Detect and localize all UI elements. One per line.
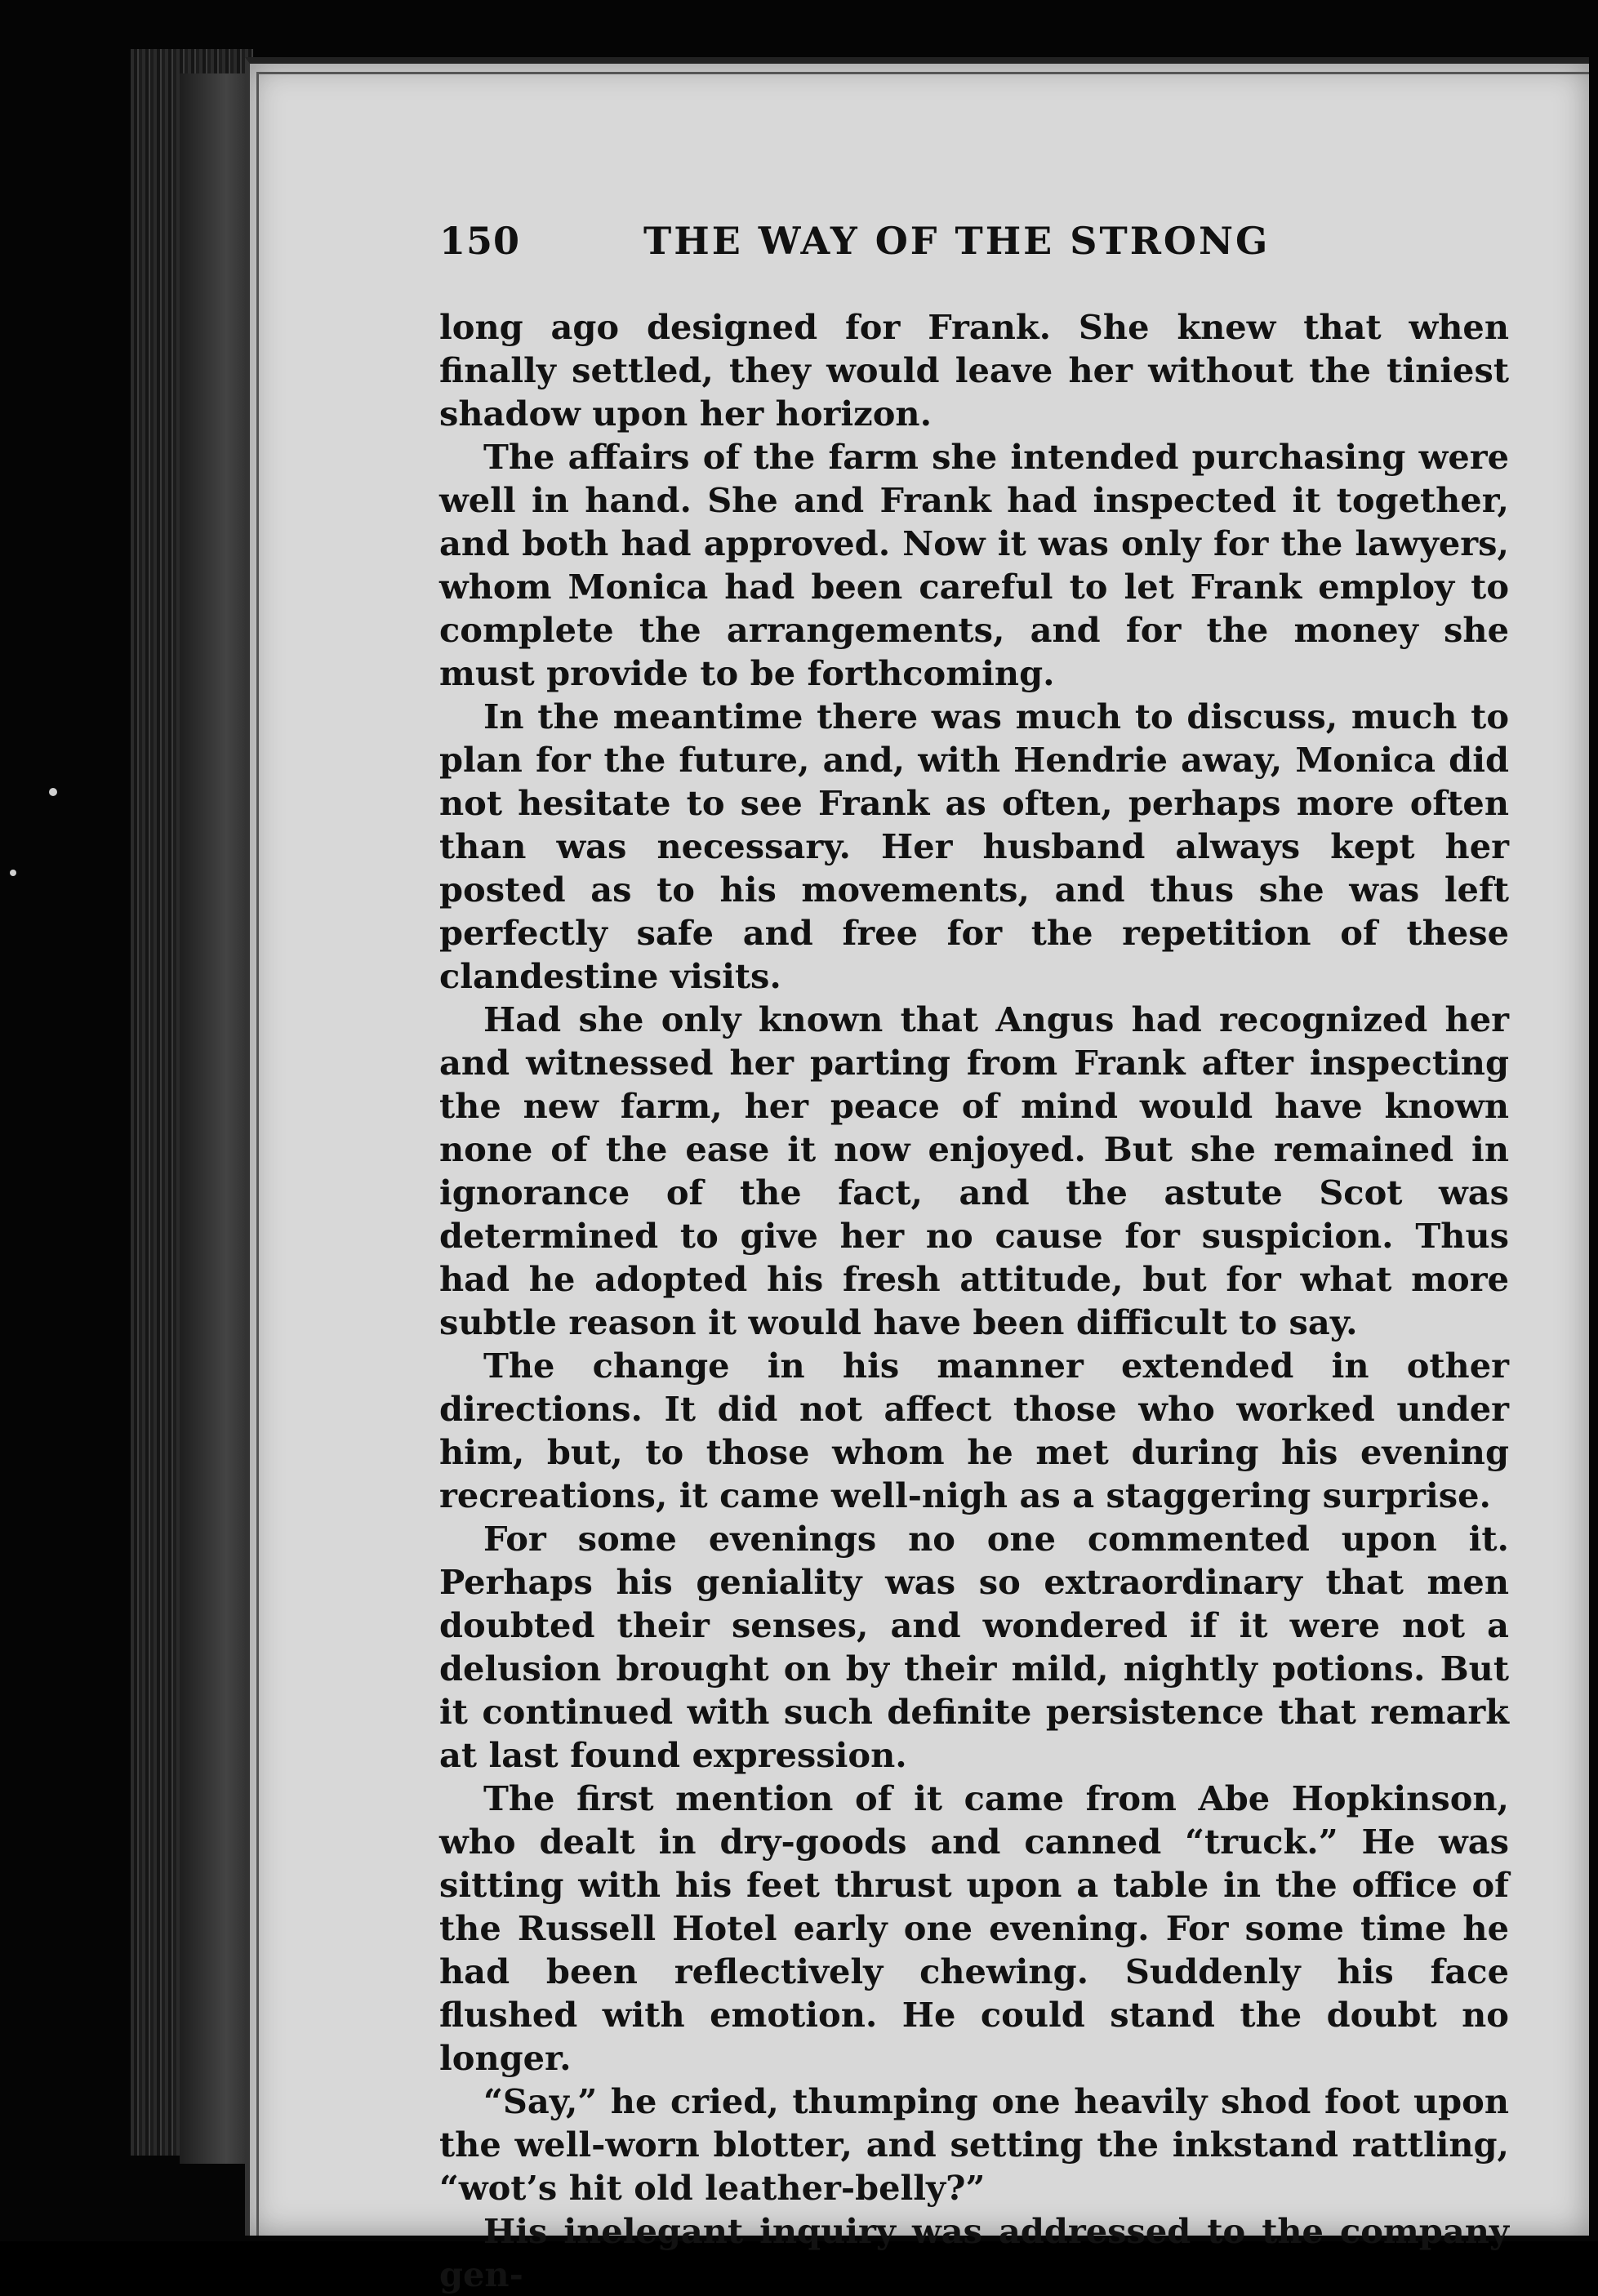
paragraph: In the meantime there was much to discuss, much to plan for the future, and, with Hendrie away, Monica did not hesitate to see Frank as often, perhaps more often than was necessary. Her husband always kept her posted as to his movements, and thus she was left perfectly safe and free for the repetition of these clandestine visits. — [439, 696, 1509, 996]
page-number: 150 — [439, 219, 521, 263]
paragraph: For some evenings no one commented upon it. Perhaps his geniality was so extraordinary that men doubted their senses, and wondered if it were not a delusion brought on by their mild, nightly potions. But it continued with such definite persistence that remark at last found expression. — [439, 1519, 1509, 1775]
book-page — [245, 57, 1589, 2294]
running-title: THE WAY OF THE STRONG — [643, 219, 1271, 263]
paragraph: long ago designed for Frank. She knew that when finally settled, they would leave her without the tiniest shadow upon her horizon. — [439, 307, 1509, 434]
paragraph: Had she only known that Angus had recognized her and witnessed her parting from Frank after inspecting the new farm, her peace of mind would have known none of the ease it now enjoyed. But she remained in ignorance of the fact, and the astute Scot was determined to give her no cause for suspicion. Thus had he adopted his fresh attitude, but for what more subtle reason it would have been difficult to say. — [439, 999, 1509, 1342]
body-text — [439, 305, 1509, 2296]
paragraph: The affairs of the farm she intended purchasing were well in hand. She and Frank had inspected it together, and both had approved. Now it was only for the lawyers, whom Monica had been careful to let Frank employ to complete the arrangements, and for the money she must provide to be forthcoming. — [439, 437, 1509, 693]
paragraph: His inelegant inquiry was addressed to the company gen- — [439, 2211, 1509, 2294]
paragraph: “Say,” he cried, thumping one heavily shod foot upon the well-worn blotter, and setting the inkstand rattling, “wot’s hit old leather-belly?” — [439, 2081, 1509, 2208]
paragraph: The change in his manner extended in other directions. It did not affect those who worked under him, but, to those whom he met during his evening recreations, it came well-nigh as a staggering surprise. — [439, 1346, 1509, 1515]
page-header — [439, 219, 1566, 276]
scan-speck — [49, 788, 57, 796]
scan-speck — [10, 870, 16, 876]
paragraph: The first mention of it came from Abe Hopkinson, who dealt in dry-goods and canned “truck.” He was sitting with his feet thrust upon a table in the office of the Russell Hotel early one evening. For some time he had been reflectively chewing. Suddenly his face flushed with emotion. He could stand the doubt no longer. — [439, 1778, 1509, 2078]
